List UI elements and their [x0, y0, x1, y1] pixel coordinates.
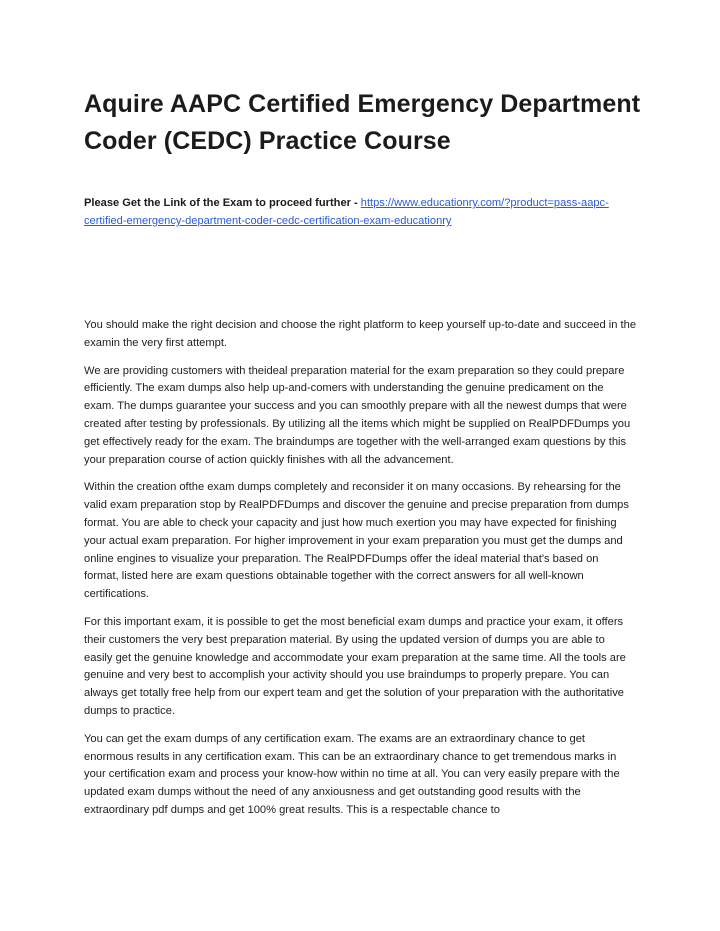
body-paragraph: You can get the exam dumps of any certification exam. The exams are an extraordinary chance to get enormous results in any certification exam. This can be an extraordinary chance to get tremendous marks in your certification exam and process your know-how within no time at all. You can very easily prepare with the updated exam dumps without the need of any anxiousness and get outstanding good results with the extraordinary pdf dumps and get 100% great results. This is a respectable chance to	[84, 732, 620, 816]
link-lead-text: Please Get the Link of the Exam to proceed further -	[84, 197, 361, 209]
page-title: Aquire AAPC Certified Emergency Department Coder (CEDC) Practice Course	[84, 90, 641, 155]
body-paragraph: We are providing customers with theideal preparation material for the exam preparation so they could prepare efficiently. The exam dumps also help up-and-comers with understanding the genuine predicament on the exam. The dumps guarantee your success and you can smoothly prepare with all the newest dumps that were created after testing by professionals. By utilizing all the items which might be supplied on RealPDFDumps you get effectively ready for the exam. The braindumps are together with the well-arranged exam questions by this your preparation course of action quickly finishes with all the advancement.	[84, 364, 631, 466]
body-paragraph: You should make the right decision and choose the right platform to keep yourself up-to-date and succeed in the examin the very first attempt.	[84, 319, 637, 349]
body-text	[84, 317, 636, 830]
exam-link-paragraph	[84, 194, 644, 230]
body-paragraph: For this important exam, it is possible to get the most beneficial exam dumps and practice your exam, it offers their customers the very best preparation material. By using the updated version of dumps you are able to easily get the genuine knowledge and accommodate your exam preparation at the same time. All the tools are genuine and very best to accomplish your activity should you use braindumps to properly prepare. You can always get totally free help from our expert team and get the solution of your preparation with the authoritative dumps to practice.	[84, 615, 626, 717]
body-paragraph: Within the creation ofthe exam dumps completely and reconsider it on many occasions. By rehearsing for the valid exam preparation stop by RealPDFDumps and discover the genuine and precise preparation from dumps format. You are able to check your capacity and just how much exertion you may have expected for finishing your actual exam preparation. For higher improvement in your exam preparation you must get the dumps and online engines to visualize your preparation. The RealPDFDumps offer the ideal material that's based on format, listed here are exam questions obtainable together with the correct answers for all well-known certifications.	[84, 481, 629, 601]
exam-link[interactable]: https://www.educationry.com/?product=pass-aapc-certified-emergency-department-coder-cedc-certification-exam-educationry	[84, 197, 609, 227]
